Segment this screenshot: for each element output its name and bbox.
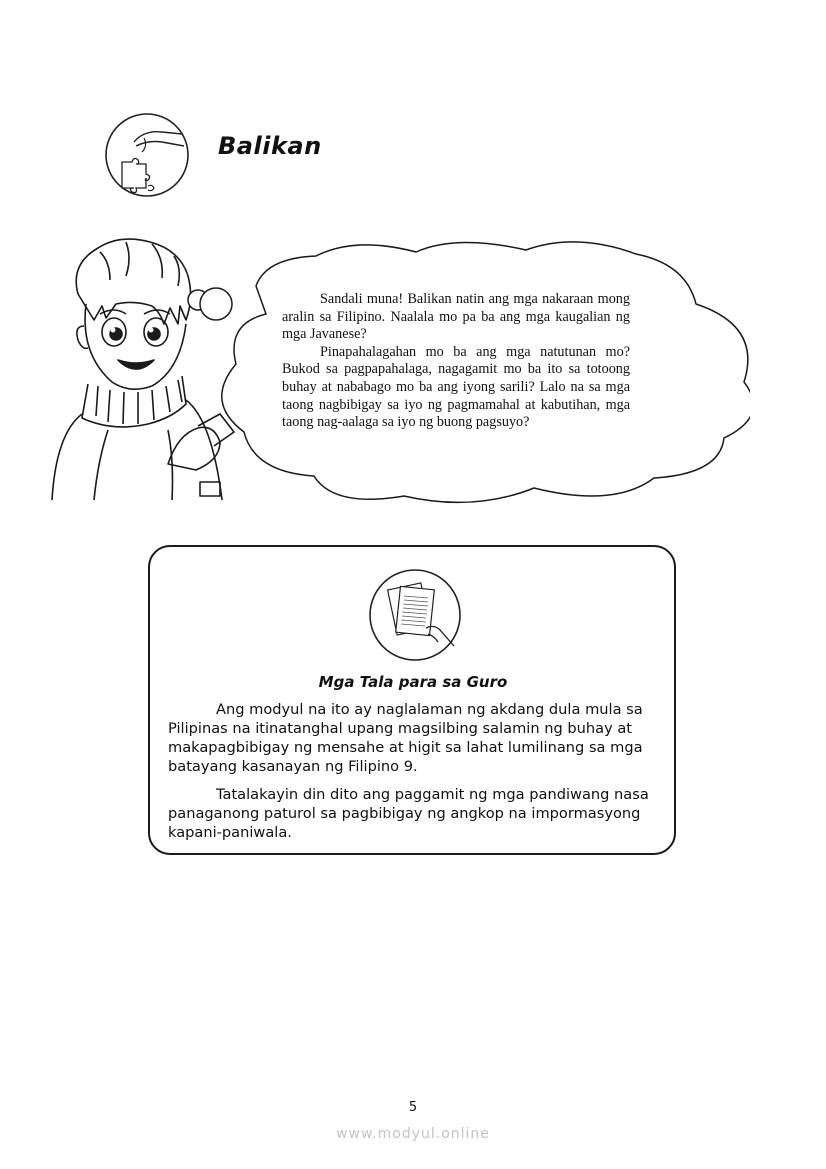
papers-hand-icon — [368, 568, 462, 662]
watermark: www.modyul.online — [336, 1126, 490, 1142]
speech-bubble-text — [282, 291, 630, 432]
notes-body — [168, 700, 662, 851]
puzzle-hand-icon — [104, 112, 190, 198]
notes-title: Mga Tala para sa Guro — [318, 673, 508, 691]
notes-paragraph-2: Tatalakayin din dito ang paggamit ng mga pandiwang nasa panaganong paturol sa pagbibigay ng angkop na impormasyong kapani-paniwala. — [168, 786, 649, 841]
page-number: 5 — [408, 1100, 418, 1115]
bubble-paragraph-1: Sandali muna! Balikan natin ang mga nakaraan mong aralin sa Filipino. Naalala mo pa ba ang mga kaugalian ng mga Javanese? — [282, 291, 630, 343]
bubble-paragraph-2: Pinapahalagahan mo ba ang mga natutunan mo? Bukod sa pagpapahalaga, nagagamit mo ba ito sa totoong buhay at nababago mo ba ang iyong sarili? Lalo na sa mga taong nagbibigay sa iyo ng pagmamahal at kabutihan, mga taong nag-aalaga sa iyo ng buong pagsuyo? — [282, 343, 630, 431]
notes-paragraph-1: Ang modyul na ito ay naglalaman ng akdang dula mula sa Pilipinas na itinatanghal upang magsilbing salamin ng buhay at makapagbibigay ng mensahe at higit sa lahat lumilinang sa mga batayang kasanayan ng Filipino 9. — [168, 701, 643, 775]
section-title: Balikan — [218, 132, 322, 160]
